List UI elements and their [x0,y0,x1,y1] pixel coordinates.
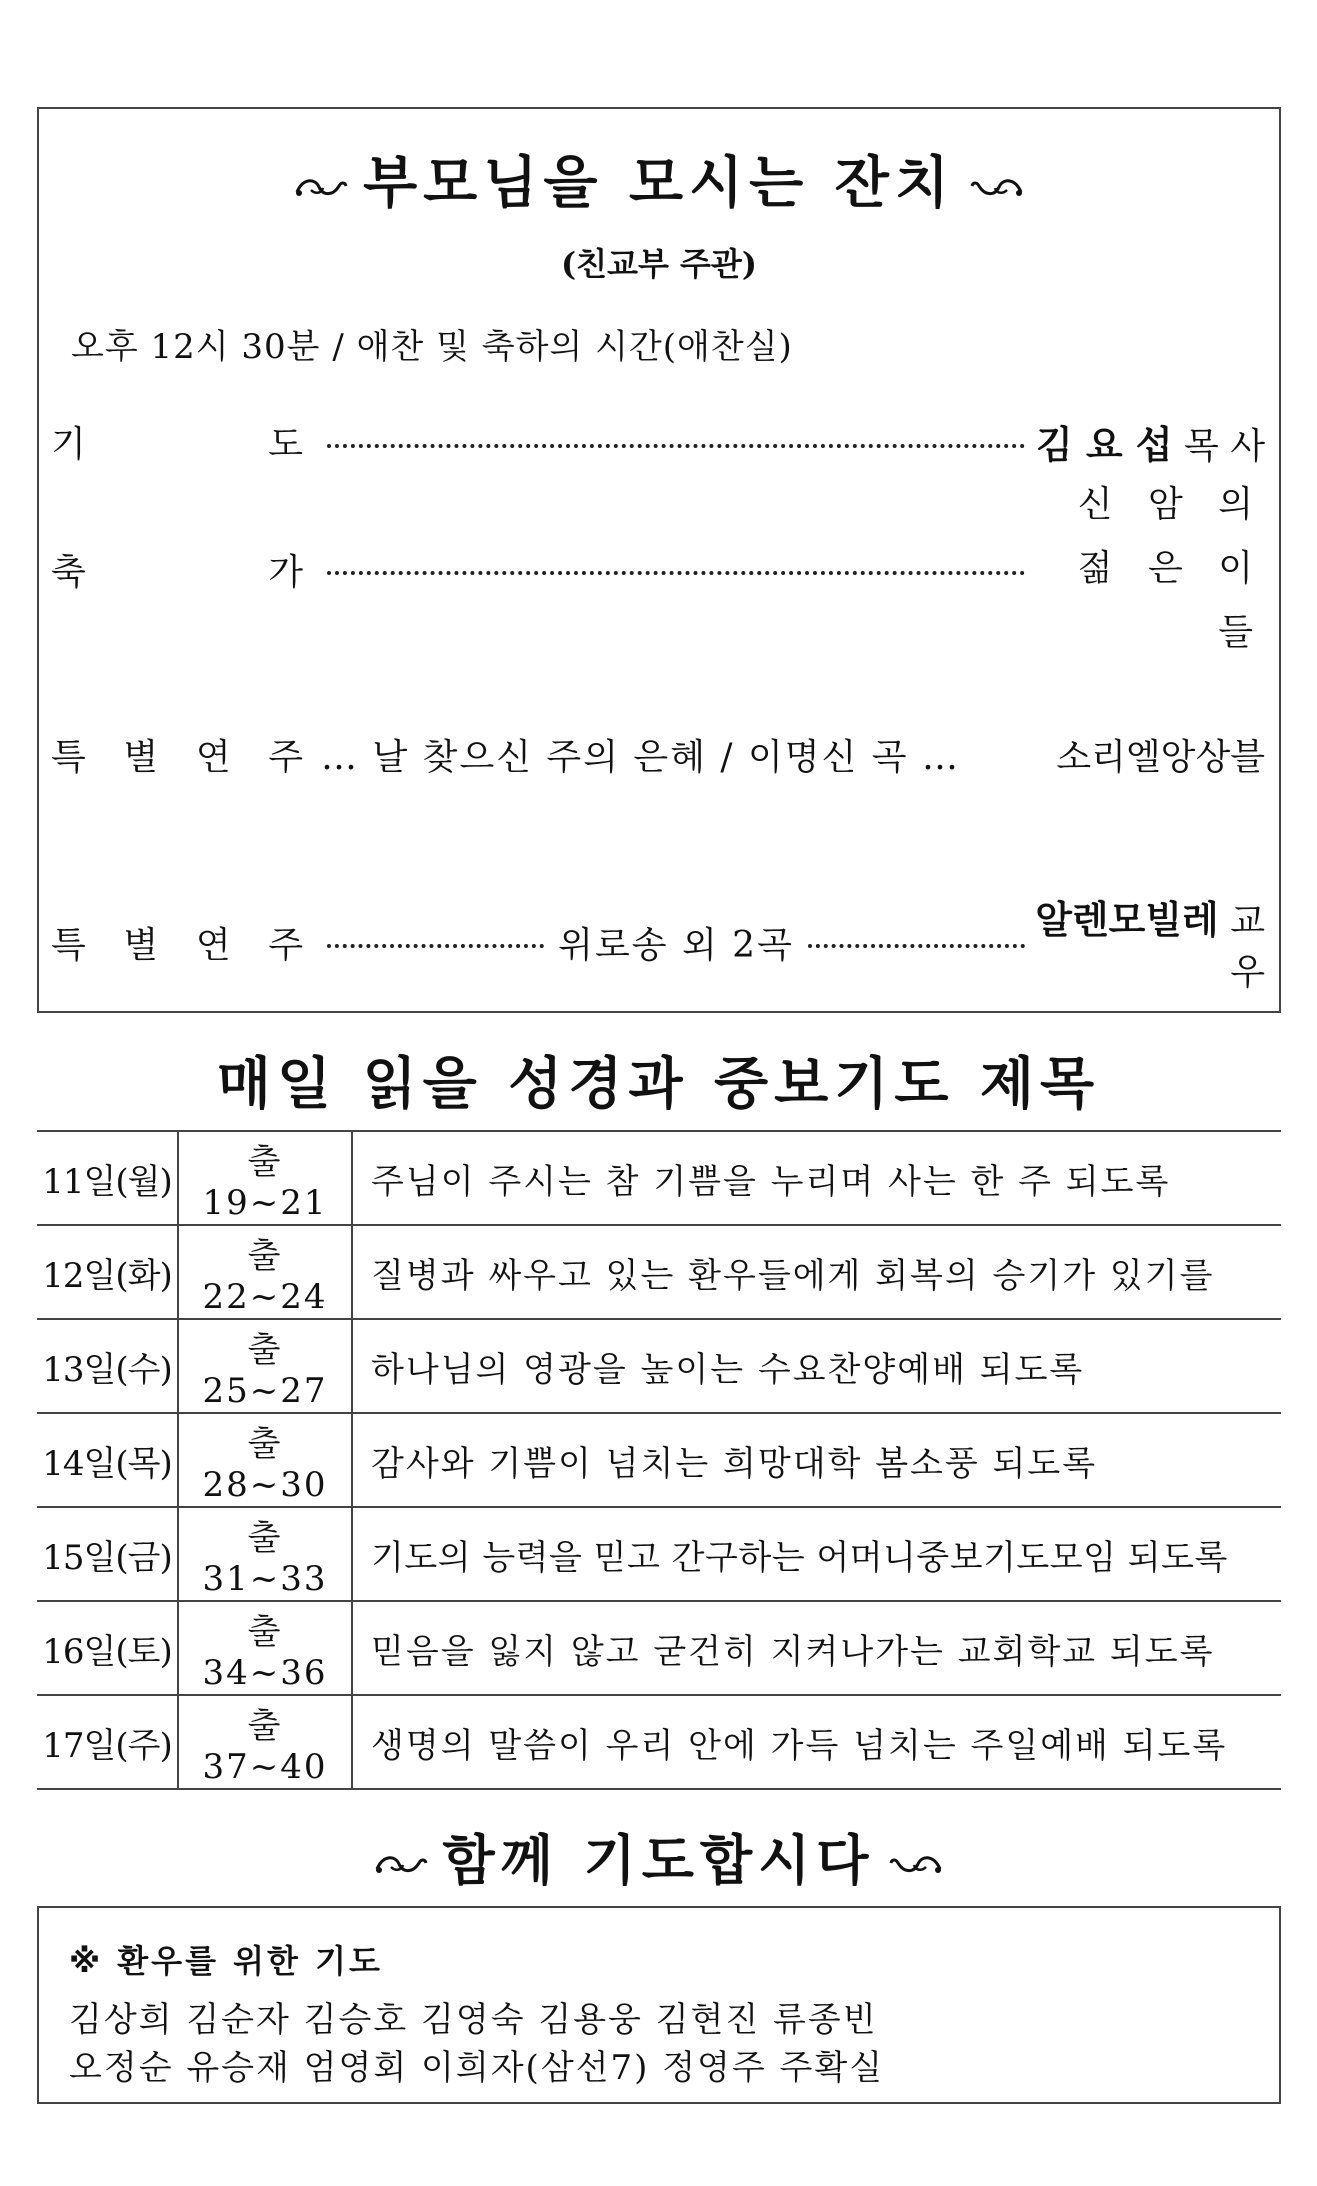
topic-cell: 감사와 기쁨이 넘치는 희망대학 봄소풍 되도록 [352,1413,1281,1507]
program-label: 기 도 [51,424,303,465]
flourish-left-icon [293,174,349,200]
program-label: 특 별 연 주 [51,924,303,966]
verse-cell: 출 25~27 [178,1319,352,1413]
day-cell: 13일(수) [37,1319,178,1413]
topic-cell: 기도의 능력을 믿고 간구하는 어머니중보기도모임 되도록 [352,1507,1281,1601]
program-row-special-1 [51,729,1265,780]
program-row-song [51,484,1265,653]
table-row [37,1319,1281,1413]
day-cell: 11일(월) [37,1131,178,1225]
event-time-line: 오후 12시 30분 / 애찬 및 축하의 시간(애찬실) [71,327,793,367]
event-title-text: 부모님을 모시는 잔치 [363,151,955,216]
flourish-right-icon [888,1851,944,1877]
day-cell: 16일(토) [37,1601,178,1695]
topic-cell: 생명의 말씀이 우리 안에 가득 넘치는 주일예배 되도록 [352,1695,1281,1789]
verse-cell: 출 22~24 [178,1225,352,1319]
event-title [39,139,1279,219]
reading-table [37,1130,1281,1790]
prayer-box-title: ※ 환우를 위한 기도 [69,1942,383,1980]
prayer-title [0,1818,1317,1895]
day-cell: 17일(주) [37,1695,178,1789]
verse-cell: 출 34~36 [178,1601,352,1695]
program-row-prayer [51,414,1265,469]
table-row [37,1507,1281,1601]
verse-cell: 출 28~30 [178,1413,352,1507]
table-row [37,1225,1281,1319]
program-label: 특 별 연 주 [51,737,303,778]
table-row [37,1131,1281,1225]
prayer-names-line: 김상희 김순자 김승호 김영숙 김용웅 김현진 류종빈 [69,2000,878,2040]
day-cell: 15일(금) [37,1507,178,1601]
day-cell: 12일(화) [37,1225,178,1319]
reading-title: 매일 읽을 성경과 중보기도 제목 [216,1052,1101,1117]
topic-cell: 믿음을 잃지 않고 굳건히 지켜나가는 교회학교 되도록 [352,1601,1281,1695]
table-row [37,1413,1281,1507]
verse-cell: 출 19~21 [178,1131,352,1225]
program-performer: 김 요 섭 목 사 [1035,423,1265,467]
table-row [37,1601,1281,1695]
program-leader-dots [321,436,1031,448]
program-row-special-2 [51,889,1265,995]
program-performer: 알렌모빌레 교우 [1035,898,1265,993]
verse-cell: 출 37~40 [178,1695,352,1789]
day-cell: 14일(목) [37,1413,178,1507]
prayer-names-line: 오정순 유승재 엄영회 이희자(삼선7) 정영주 주확실 [69,2048,885,2088]
program-piece: … 날 찾으신 주의 은혜 / 이명신 곡 … [321,737,960,778]
program-performer: 소리엘앙상블 [1056,737,1265,778]
topic-cell: 하나님의 영광을 높이는 수요찬양예배 되도록 [352,1319,1281,1413]
program-label: 축 가 [51,551,303,593]
topic-cell: 질병과 싸우고 있는 환우들에게 회복의 승기가 있기를 [352,1225,1281,1319]
prayer-box [37,1906,1281,2104]
table-row [37,1695,1281,1789]
topic-cell: 주님이 주시는 참 기쁨을 누리며 사는 한 주 되도록 [352,1131,1281,1225]
flourish-right-icon [969,174,1025,200]
program-piece: 위로송 외 2곡 [321,917,1031,968]
verse-cell: 출 31~33 [178,1507,352,1601]
program-performer: 신 암 의 젊 은 이 들 [1077,484,1265,653]
event-host: (친교부 주관) [561,245,757,283]
program-leader-dots [321,563,1031,575]
flourish-left-icon [373,1851,429,1877]
prayer-title-text: 함께 기도합시다 [442,1829,875,1892]
event-box [37,107,1281,1013]
